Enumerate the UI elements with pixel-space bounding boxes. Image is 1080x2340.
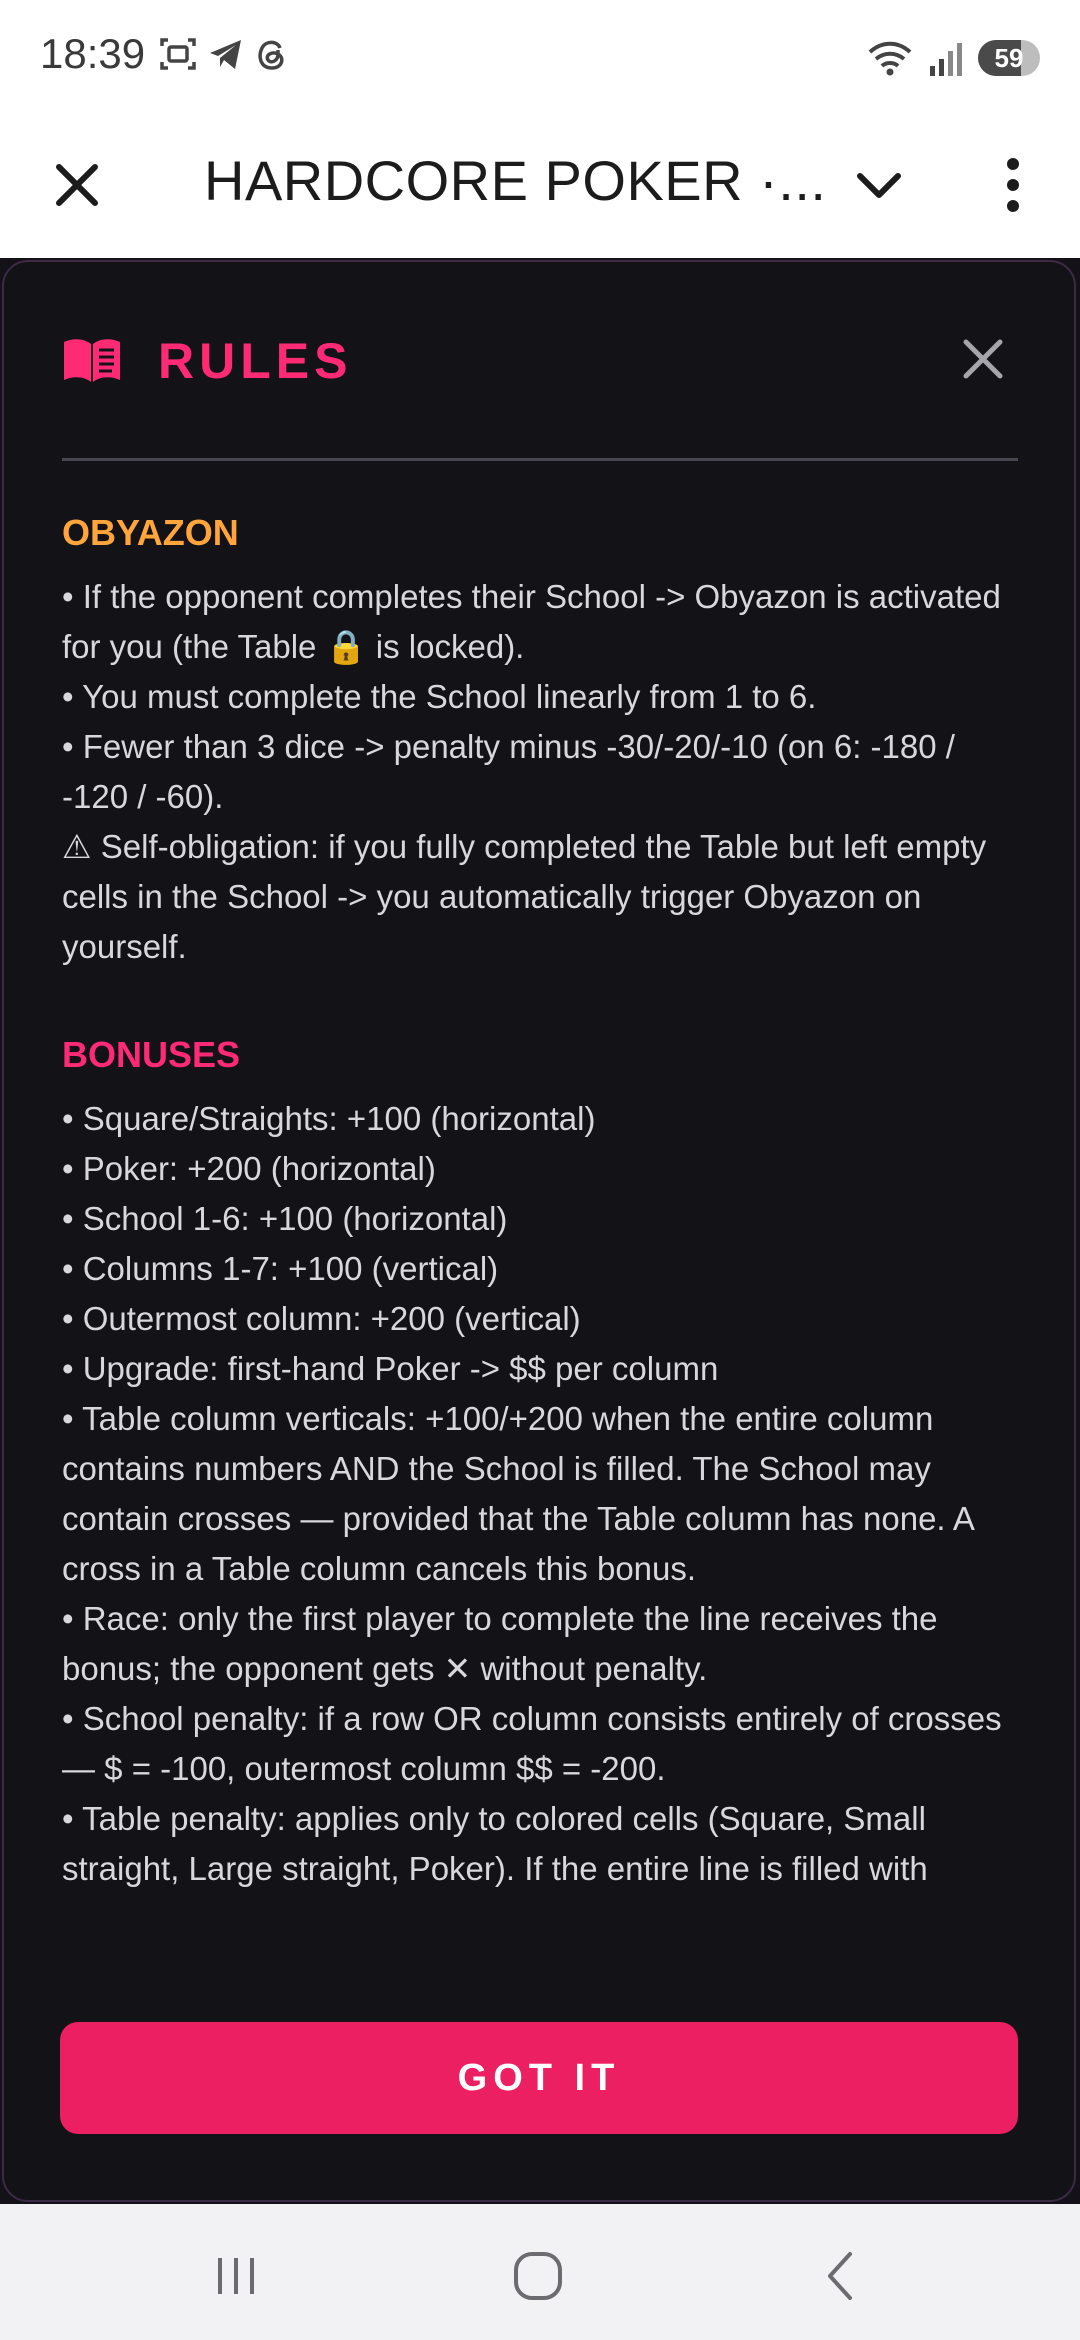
home-icon[interactable] xyxy=(508,2246,568,2306)
status-time: 18:39 xyxy=(40,30,146,77)
rule-item: • If the opponent completes their School -> Obyazon is activated for you (the Table 🔒 is locked). xyxy=(62,578,1001,665)
close-icon[interactable] xyxy=(42,150,112,220)
telegram-icon xyxy=(206,34,246,74)
rules-scroll-area[interactable] xyxy=(62,512,1018,1962)
rule-item: • School penalty: if a row OR column consists entirely of crosses — $ = -100, outermost column $$ = -200. xyxy=(62,1700,1002,1787)
battery-level: 59 xyxy=(994,43,1024,73)
rule-item: • Table penalty: applies only to colored cells (Square, Small straight, Large straight, Poker). If the entire line is filled with xyxy=(62,1800,928,1887)
wifi-icon xyxy=(866,38,914,78)
back-icon[interactable] xyxy=(812,2246,872,2306)
status-bar xyxy=(0,0,1080,110)
book-icon xyxy=(62,336,122,386)
divider xyxy=(62,458,1018,461)
rule-item: • You must complete the School linearly from 1 to 6. xyxy=(62,678,817,715)
section-title-bonuses: BONUSES xyxy=(62,1034,241,1075)
modal-close-icon[interactable] xyxy=(958,334,1008,384)
recent-apps-icon[interactable] xyxy=(206,2246,266,2306)
rule-item: • School 1-6: +100 (horizontal) xyxy=(62,1200,508,1237)
rule-item: • Columns 1-7: +100 (vertical) xyxy=(62,1250,499,1287)
rule-item: • Square/Straights: +100 (horizontal) xyxy=(62,1100,596,1137)
screenshot-icon xyxy=(158,34,198,74)
rule-item: ⚠ Self-obligation: if you fully completed the Table but left empty cells in the School -> you automatically trigger Obyazon on yourself. xyxy=(62,828,987,965)
rule-item: • Upgrade: first-hand Poker -> $$ per column xyxy=(62,1350,719,1387)
app-bar xyxy=(0,110,1080,260)
got-it-button[interactable]: GOT IT xyxy=(60,2022,1018,2134)
more-vertical-icon[interactable] xyxy=(978,150,1048,220)
battery-icon xyxy=(978,40,1040,76)
threads-icon xyxy=(252,34,292,74)
section-title-obyazon: OBYAZON xyxy=(62,512,239,553)
modal-title: RULES xyxy=(158,333,353,389)
system-nav-bar xyxy=(0,2204,1080,2340)
rule-item: • Table column verticals: +100/+200 when the entire column contains numbers AND the School is filled. The School may contain crosses — provided that the Table column has none. A cross in a Table column cancels this bonus. xyxy=(62,1400,974,1587)
modal-header xyxy=(62,332,352,390)
rules-modal xyxy=(2,260,1076,2202)
rule-item: • Outermost column: +200 (vertical) xyxy=(62,1300,581,1337)
chevron-down-icon[interactable] xyxy=(844,150,914,220)
page-title: HARDCORE POKER ·... xyxy=(204,149,827,212)
rule-item: • Poker: +200 (horizontal) xyxy=(62,1150,436,1187)
rule-item: • Race: only the first player to complete the line receives the bonus; the opponent gets ✕ without penalty. xyxy=(62,1600,938,1687)
rules-content[interactable] xyxy=(62,512,1018,2212)
rule-item: • Fewer than 3 dice -> penalty minus -30/-20/-10 (on 6: -180 / -120 / -60). xyxy=(62,728,955,815)
signal-icon xyxy=(928,38,964,78)
